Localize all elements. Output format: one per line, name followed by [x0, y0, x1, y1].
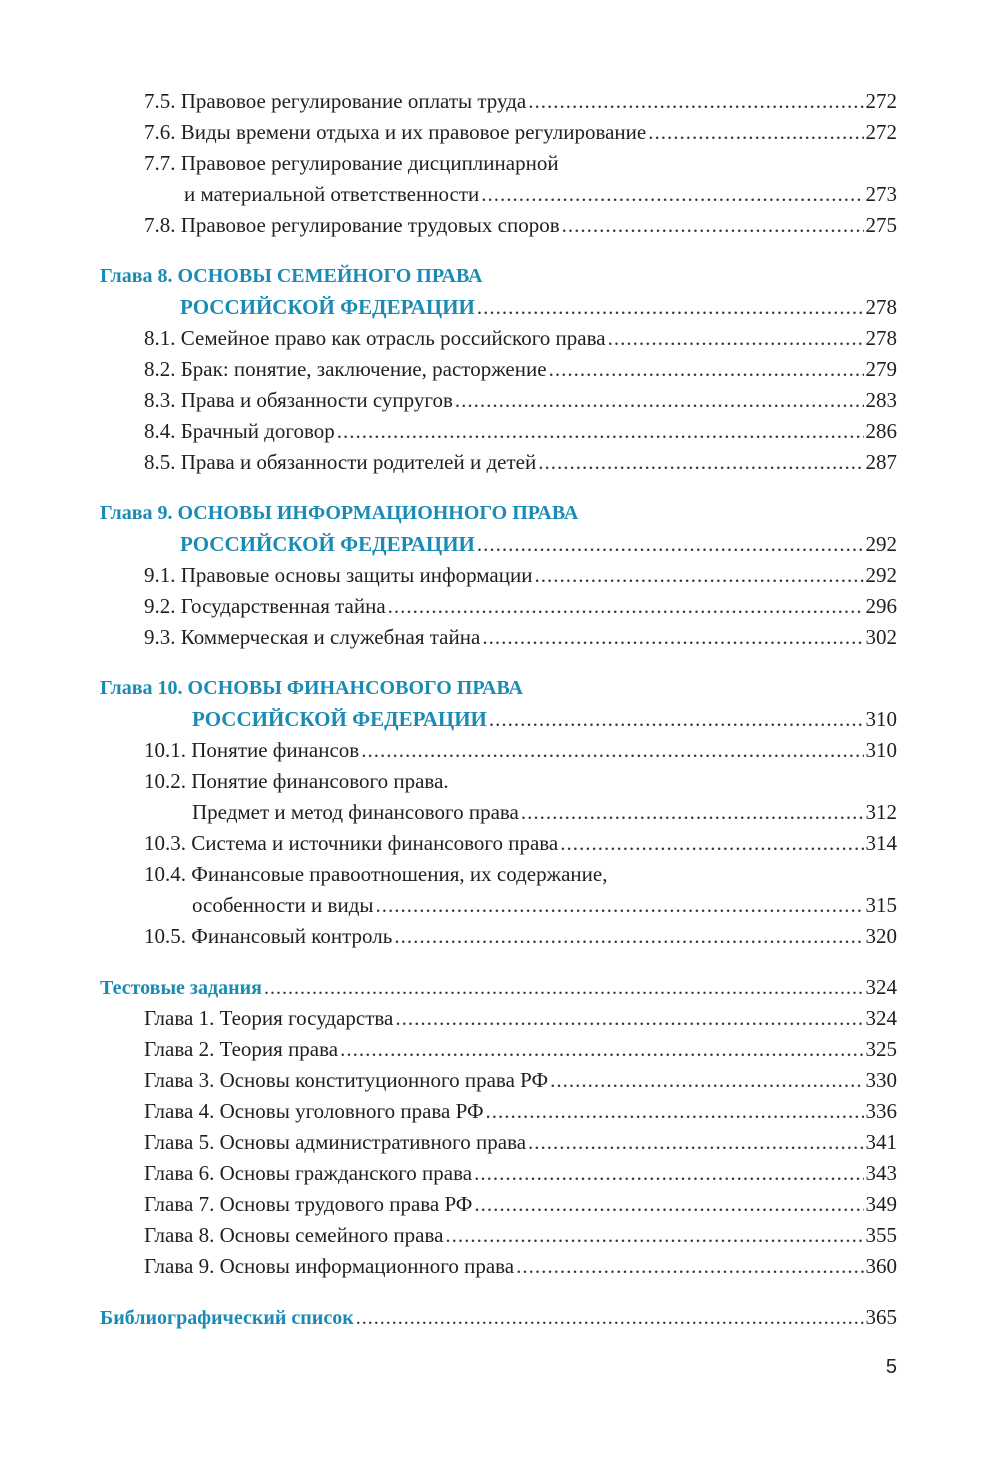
- entry-page: 324: [865, 1006, 897, 1030]
- bibliography-title: Библиографический список: [100, 1307, 354, 1329]
- entry-page: 360: [865, 1254, 897, 1278]
- dot-leader: [521, 797, 864, 828]
- entry-number: 10.1.: [144, 738, 186, 762]
- dot-leader: [516, 1251, 863, 1282]
- entry-page: 330: [865, 1068, 897, 1092]
- chapter-title-line2: РОССИЙСКОЙ ФЕДЕРАЦИИ: [192, 707, 487, 731]
- entry-page: 279: [865, 357, 897, 381]
- entry-page: 343: [865, 1161, 897, 1185]
- toc-test-item[interactable]: [100, 1158, 897, 1189]
- toc-tests[interactable]: [100, 972, 897, 1003]
- entry-title: Правовое регулирование трудовых споров: [180, 213, 560, 237]
- tests-page: 324: [865, 975, 897, 999]
- entry-page: 283: [865, 388, 897, 412]
- entry-title-line1: Понятие финансового права.: [191, 769, 449, 793]
- entry-title-line2: Предмет и метод финансового права: [192, 800, 519, 824]
- toc-test-item[interactable]: [100, 1065, 897, 1096]
- dot-leader: [550, 1065, 863, 1096]
- table-of-contents: [100, 86, 897, 1333]
- entry-page: 302: [865, 625, 897, 649]
- entry-number: 8.2.: [144, 357, 176, 381]
- entry-number: 8.4.: [144, 419, 176, 443]
- tests-title: Тестовые задания: [100, 977, 262, 999]
- entry-page: 341: [865, 1130, 897, 1154]
- dot-leader: [549, 354, 864, 385]
- toc-entry-8-4[interactable]: [100, 416, 897, 447]
- bibliography-page: 365: [865, 1305, 897, 1329]
- entry-number: 10.2.: [144, 769, 186, 793]
- toc-entry-7-5[interactable]: [100, 86, 897, 117]
- toc-entry-8-5[interactable]: [100, 447, 897, 478]
- entry-page: 320: [865, 924, 897, 948]
- toc-entry-10-5[interactable]: [100, 921, 897, 952]
- toc-test-item[interactable]: [100, 1034, 897, 1065]
- entry-title: Семейное право как отрасль российского права: [180, 326, 606, 350]
- entry-page: 349: [865, 1192, 897, 1216]
- entry-page: 286: [865, 419, 897, 443]
- dot-leader: [538, 447, 863, 478]
- entry-title-line1: Правовое регулирование дисциплинарной: [180, 151, 559, 175]
- chapter-page: 310: [865, 707, 897, 731]
- dot-leader: [534, 560, 863, 591]
- toc-entry-10-3[interactable]: [100, 828, 897, 859]
- entry-page: 312: [865, 800, 897, 824]
- dot-leader: [477, 529, 864, 560]
- entry-page: 296: [865, 594, 897, 618]
- dot-leader: [356, 1303, 864, 1334]
- toc-chapter-8[interactable]: [100, 261, 897, 323]
- entry-title: Глава 2. Теория права: [144, 1037, 339, 1061]
- toc-chapter-10[interactable]: [100, 673, 897, 735]
- chapter-page: 278: [865, 295, 897, 319]
- entry-number: 8.1.: [144, 326, 176, 350]
- entry-number: 8.5.: [144, 450, 176, 474]
- dot-leader: [455, 385, 864, 416]
- dot-leader: [474, 1189, 863, 1220]
- entry-title: Коммерческая и служебная тайна: [180, 625, 481, 649]
- dot-leader: [376, 890, 864, 921]
- entry-page: 287: [865, 450, 897, 474]
- entry-number: 9.1.: [144, 563, 176, 587]
- toc-entry-9-3[interactable]: [100, 622, 897, 653]
- entry-title: Брак: понятие, заключение, расторжение: [180, 357, 547, 381]
- entry-title: Система и источники финансового права: [191, 831, 559, 855]
- toc-test-item[interactable]: [100, 1003, 897, 1034]
- dot-leader: [608, 323, 864, 354]
- entry-title-line2: и материальной ответственности: [184, 182, 480, 206]
- chapter-title-line1: Глава 8. ОСНОВЫ СЕМЕЙНОГО ПРАВА: [100, 265, 483, 287]
- entry-title: Государственная тайна: [180, 594, 386, 618]
- entry-page: 275: [865, 213, 897, 237]
- entry-title: Глава 4. Основы уголовного права РФ: [144, 1099, 484, 1123]
- entry-page: 325: [865, 1037, 897, 1061]
- toc-test-item[interactable]: [100, 1220, 897, 1251]
- entry-number: 7.7.: [144, 151, 176, 175]
- dot-leader: [481, 179, 863, 210]
- toc-entry-8-1[interactable]: [100, 323, 897, 354]
- entry-title: Виды времени отдыха и их правовое регулирование: [180, 120, 647, 144]
- toc-bibliography[interactable]: [100, 1302, 897, 1333]
- entry-page: 355: [865, 1223, 897, 1247]
- entry-page: 315: [865, 893, 897, 917]
- entry-number: 10.5.: [144, 924, 186, 948]
- dot-leader: [361, 735, 863, 766]
- dot-leader: [489, 704, 864, 735]
- dot-leader: [486, 1096, 864, 1127]
- entry-title-line1: Финансовые правоотношения, их содержание,: [191, 862, 608, 886]
- entry-number: 7.5.: [144, 89, 176, 113]
- dot-leader: [560, 828, 863, 859]
- entry-title: Глава 1. Теория государства: [144, 1006, 394, 1030]
- dot-leader: [562, 210, 864, 241]
- toc-entry-7-8[interactable]: [100, 210, 897, 241]
- dot-leader: [528, 1127, 863, 1158]
- toc-entry-10-2[interactable]: [100, 766, 897, 828]
- entry-title: Понятие финансов: [191, 738, 360, 762]
- entry-title: Глава 7. Основы трудового права РФ: [144, 1192, 473, 1216]
- entry-number: 9.2.: [144, 594, 176, 618]
- entry-title: Правовые основы защиты информации: [180, 563, 533, 587]
- entry-number: 8.3.: [144, 388, 176, 412]
- dot-leader: [474, 1158, 863, 1189]
- dot-leader: [395, 1003, 863, 1034]
- entry-title-line2: особенности и виды: [192, 893, 374, 917]
- toc-test-item[interactable]: [100, 1251, 897, 1282]
- toc-test-item[interactable]: [100, 1096, 897, 1127]
- toc-entry-8-3[interactable]: [100, 385, 897, 416]
- entry-title: Глава 9. Основы информационного права: [144, 1254, 515, 1278]
- toc-entry-10-4[interactable]: [100, 859, 897, 921]
- dot-leader: [340, 1034, 863, 1065]
- chapter-page: 292: [865, 532, 897, 556]
- toc-entry-9-2[interactable]: [100, 591, 897, 622]
- entry-title: Финансовый контроль: [191, 924, 393, 948]
- entry-page: 273: [865, 182, 897, 206]
- entry-number: 7.6.: [144, 120, 176, 144]
- entry-title: Глава 8. Основы семейного права: [144, 1223, 444, 1247]
- toc-chapter-9[interactable]: [100, 498, 897, 560]
- entry-page: 310: [865, 738, 897, 762]
- entry-number: 10.3.: [144, 831, 186, 855]
- entry-number: 7.8.: [144, 213, 176, 237]
- entry-title: Права и обязанности супругов: [180, 388, 453, 412]
- dot-leader: [648, 117, 863, 148]
- dot-leader: [337, 416, 864, 447]
- toc-entry-8-2[interactable]: [100, 354, 897, 385]
- page-number: 5: [885, 1356, 897, 1378]
- entry-title: Глава 5. Основы административного права: [144, 1130, 527, 1154]
- entry-page: 336: [865, 1099, 897, 1123]
- toc-entry-10-1[interactable]: [100, 735, 897, 766]
- dot-leader: [445, 1220, 863, 1251]
- entry-title: Глава 3. Основы конституционного права РФ: [144, 1068, 549, 1092]
- chapter-title-line1: Глава 9. ОСНОВЫ ИНФОРМАЦИОННОГО ПРАВА: [100, 502, 579, 524]
- entry-title: Правовое регулирование оплаты труда: [180, 89, 527, 113]
- toc-test-item[interactable]: [100, 1127, 897, 1158]
- dot-leader: [482, 622, 863, 653]
- entry-title: Брачный договор: [180, 419, 335, 443]
- chapter-title-line1: Глава 10. ОСНОВЫ ФИНАНСОВОГО ПРАВА: [100, 677, 523, 699]
- dot-leader: [477, 292, 864, 323]
- chapter-title-line2: РОССИЙСКОЙ ФЕДЕРАЦИИ: [180, 295, 475, 319]
- toc-entry-7-7[interactable]: [100, 148, 897, 210]
- entry-page: 314: [865, 831, 897, 855]
- entry-number: 10.4.: [144, 862, 186, 886]
- dot-leader: [388, 591, 864, 622]
- dot-leader: [528, 86, 863, 117]
- dot-leader: [394, 921, 863, 952]
- entry-page: 272: [865, 89, 897, 113]
- entry-page: 278: [865, 326, 897, 350]
- toc-entry-7-6[interactable]: [100, 117, 897, 148]
- entry-page: 292: [865, 563, 897, 587]
- toc-test-item[interactable]: [100, 1189, 897, 1220]
- entry-title: Глава 6. Основы гражданского права: [144, 1161, 473, 1185]
- entry-page: 272: [865, 120, 897, 144]
- entry-title: Права и обязанности родителей и детей: [180, 450, 537, 474]
- toc-entry-9-1[interactable]: [100, 560, 897, 591]
- dot-leader: [264, 973, 864, 1004]
- entry-number: 9.3.: [144, 625, 176, 649]
- chapter-title-line2: РОССИЙСКОЙ ФЕДЕРАЦИИ: [180, 532, 475, 556]
